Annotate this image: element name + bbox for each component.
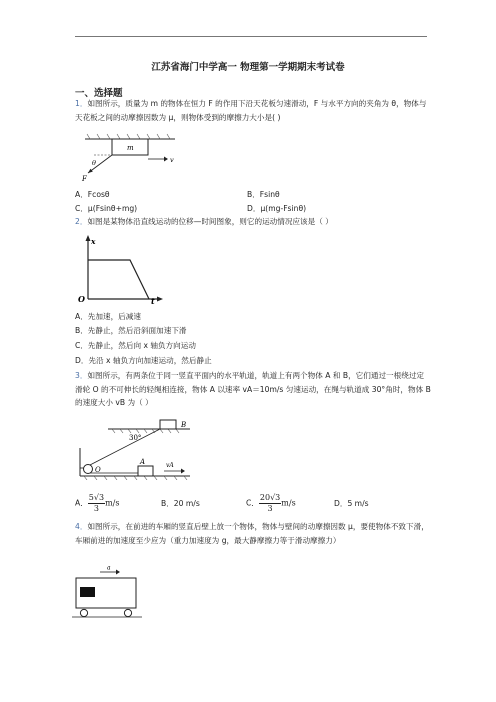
label-m: m (127, 144, 134, 152)
label-theta: θ (92, 159, 96, 167)
label-v: v (170, 156, 174, 164)
question-number: 2． (75, 217, 88, 226)
section-heading: 一、选择题 (75, 88, 123, 99)
label-a: a (107, 565, 111, 572)
question-number: 4． (75, 522, 88, 531)
q1-option-d: D．μ(mg-Fsinθ) (247, 204, 307, 213)
upper-track-hatch (112, 429, 179, 433)
page-title: 江苏省海门中学高一 物理第一学期期末考试卷 (151, 62, 345, 73)
q1-option-b: B．Fsinθ (247, 190, 280, 199)
block-B (160, 420, 176, 429)
q2-graph (76, 233, 168, 305)
q3-option-b: B．20 m/s (161, 499, 200, 508)
q3-option-c: C． $\frac{20√3}{3}$ m/s (246, 493, 296, 513)
q2-option-d: D．先沿 x 轴负方向加速运动，然后静止 (75, 356, 212, 365)
label-x: x (91, 237, 96, 246)
fraction: $\frac{20√3}{3}$ (259, 493, 281, 513)
rope-upper (88, 429, 160, 466)
fraction: $\frac{5√3}{3}$ (88, 493, 105, 513)
question-2 (75, 215, 431, 229)
question-3 (75, 369, 431, 410)
q2-option-c: C．先静止，然后向 x 轴负方向运动 (75, 341, 196, 350)
label-origin: O (78, 294, 85, 304)
q1-option-c: C．μ(Fsinθ+mg) (75, 204, 138, 213)
wheel-left (80, 609, 87, 616)
question-4 (75, 520, 431, 547)
question-text: 如图所示，有两条位于同一竖直平面内的水平轨道，轨道上有两个物体 A 和 B，它们通过一根绕过定滑轮 O 的不可伸长的轻绳相连接，物体 A 以速率 vA＝10m/s 匀速运动，在绳与轨道成 30°角时，物体 B 的速度大小 vB 为（ ） (75, 371, 431, 407)
question-1 (75, 97, 431, 124)
question-text: 如图所示，质量为 m 的物体在恒力 F 的作用下沿天花板匀速滑动，F 与水平方向的夹角为 θ，物体与天花板之间的动摩擦因数为 μ，则物体受到的摩擦力大小是( ) (75, 99, 427, 122)
question-text: 如图所示，在前进的车厢的竖直后壁上放一个物体，物体与壁间的动摩擦因数 μ，要使物体不致下滑，车厢前进的加速度至少应为（重力加速度为 g，最大静摩擦力等于滑动摩擦力） (75, 522, 429, 545)
label-B: B (181, 421, 187, 429)
q2-option-b: B．先静止，然后沿斜面加速下滑 (75, 326, 187, 335)
pulley-O (84, 465, 93, 474)
label-vA: vA (166, 462, 174, 469)
label-t: t (151, 296, 155, 305)
q3-option-d: D．5 m/s (334, 499, 369, 508)
ceiling-hatch (87, 134, 170, 139)
block-A (138, 466, 153, 476)
q1-figure (80, 133, 180, 185)
label-O: O (95, 466, 101, 474)
label-angle: 30° (129, 434, 142, 442)
q2-option-a: A．先加速，后减速 (75, 312, 141, 321)
q3-figure (78, 418, 196, 480)
object-block (80, 587, 95, 597)
lower-track-hatch (84, 476, 187, 480)
label-A: A (140, 458, 146, 466)
q4-figure (72, 565, 142, 623)
wheel-right (124, 609, 131, 616)
label-F: F (82, 175, 87, 183)
q1-option-a: A．Fcosθ (75, 190, 110, 199)
header-rule (75, 36, 427, 37)
displacement-curve (88, 260, 149, 299)
question-text: 如图是某物体沿直线运动的位移—时间图象，则它的运动情况应该是（ ） (87, 217, 333, 226)
q3-option-a: A． $\frac{5√3}{3}$ m/s (75, 493, 120, 513)
question-number: 3． (75, 371, 88, 380)
question-number: 1． (75, 99, 88, 108)
